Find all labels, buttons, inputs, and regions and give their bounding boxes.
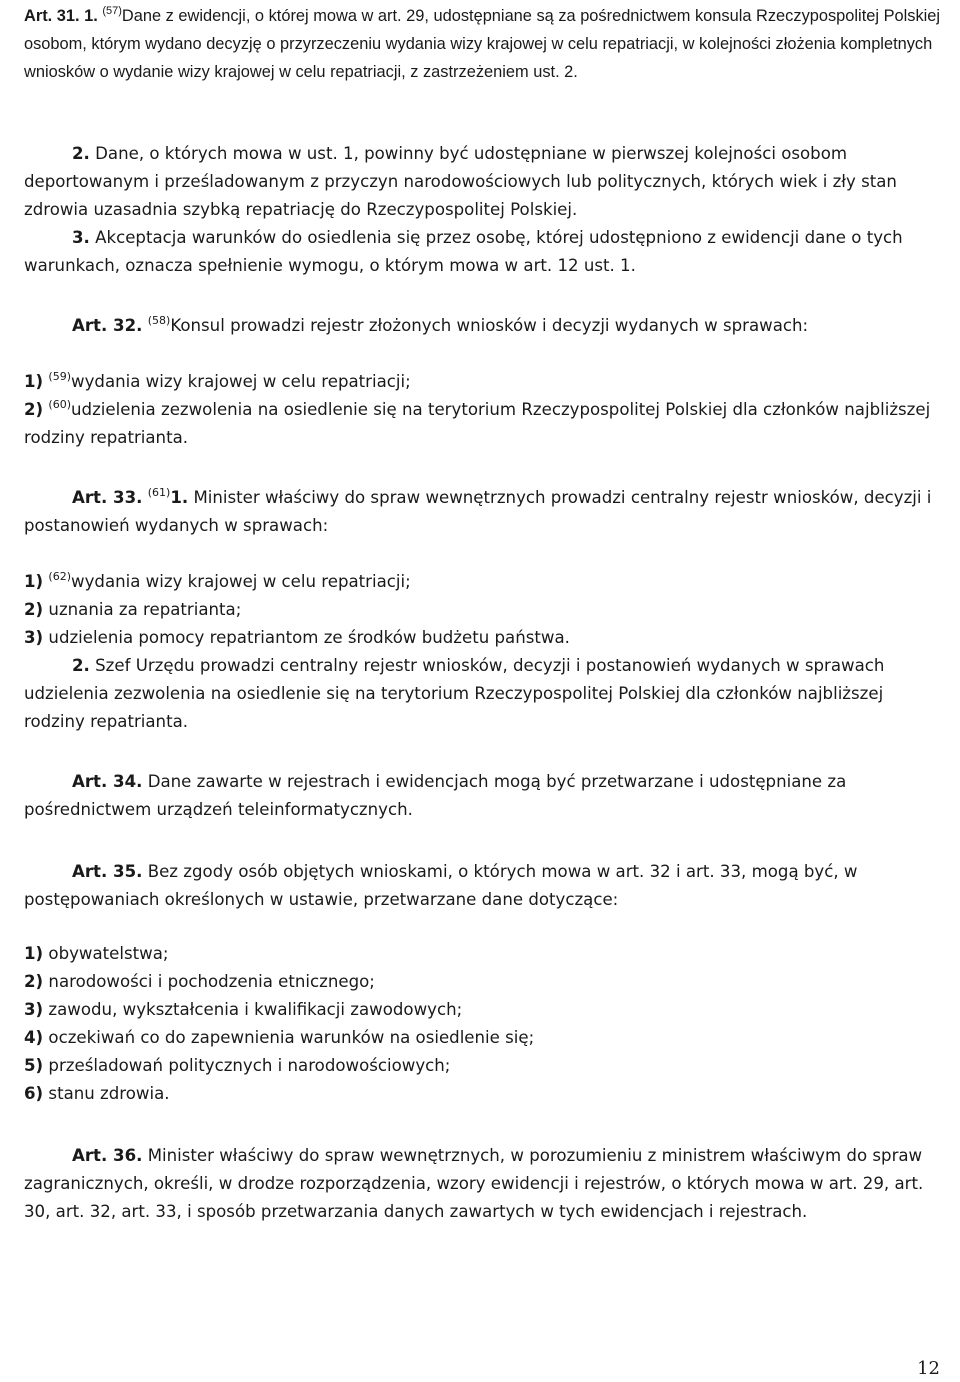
- art31-para3: [24, 224, 942, 280]
- item-text: narodowości i pochodzenia etnicznego;: [48, 972, 375, 991]
- art33-p2-text: Szef Urzędu prowadzi centralny rejestr wniosków, decyzji i postanowień wydanych w sprawach udzielenia zezwolenia na osiedlenie się na terytorium Rzeczypospolitej Polskiej dla członków najbliższej rodziny repatrianta.: [24, 656, 885, 731]
- item-footnote: (59): [48, 370, 72, 383]
- item-footnote: (62): [48, 570, 72, 583]
- art35-item-1: [24, 940, 942, 968]
- art33-para2: [24, 652, 942, 736]
- art33-item-2: [24, 596, 942, 624]
- art31-footnote: (57): [102, 5, 122, 17]
- art33-p1-text: Minister właściwy do spraw wewnętrznych prowadzi centralny rejestr wniosków, decyzji i postanowień wydanych w sprawach:: [24, 488, 932, 535]
- item-text: wydania wizy krajowej w celu repatriacji;: [71, 372, 411, 391]
- item-text: wydania wizy krajowej w celu repatriacji;: [71, 572, 411, 591]
- item-number: 1): [24, 572, 44, 591]
- art33-p1-label: 1.: [170, 488, 189, 507]
- art34-para: [24, 768, 942, 824]
- art31-para1: [24, 2, 942, 86]
- art32-para: [24, 312, 942, 340]
- art35-para: [24, 858, 942, 914]
- item-number: 2): [24, 400, 44, 419]
- art36-label: Art. 36.: [72, 1146, 143, 1165]
- art35-text: Bez zgody osób objętych wnioskami, o których mowa w art. 32 i art. 33, mogą być, w postępowaniach określonych w ustawie, przetwarzane dane dotyczące:: [24, 862, 858, 909]
- art33-footnote: (61): [147, 486, 171, 499]
- art35-item-3: [24, 996, 942, 1024]
- art35-item-4: [24, 1024, 942, 1052]
- item-text: oczekiwań co do zapewnienia warunków na osiedlenie się;: [48, 1028, 535, 1047]
- art33-item-1: [24, 568, 942, 596]
- art32-footnote: (58): [147, 314, 171, 327]
- item-number: 1): [24, 372, 44, 391]
- art31-p2-text: Dane, o których mowa w ust. 1, powinny być udostępniane w pierwszej kolejności osobom deportowanym i prześladowanym z przyczyn narodowościowych lub politycznych, których wiek i zły stan zdrowia uzasadnia szybką repatriację do Rzeczypospolitej Polskiej.: [24, 144, 897, 219]
- art31-p3-label: 3.: [72, 228, 90, 247]
- art35-item-5: [24, 1052, 942, 1080]
- art35-label: Art. 35.: [72, 862, 143, 881]
- item-number: 3): [24, 628, 44, 647]
- art31-text: Dane z ewidencji, o której mowa w art. 29, udostępniane są za pośrednictwem konsula Rzeczypospolitej Polskiej osobom, którym wydano decyzję o przyrzeczeniu wydania wizy krajowej w celu repatriacji, w kolejności złożenia kompletnych wniosków o wydanie wizy krajowej w celu repatriacji, z zastrzeżeniem ust. 2.: [24, 7, 941, 81]
- art32-text: Konsul prowadzi rejestr złożonych wniosków i decyzji wydanych w sprawach:: [170, 316, 809, 335]
- item-text: prześladowań politycznych i narodowościowych;: [48, 1056, 451, 1075]
- art33-p2-label: 2.: [72, 656, 90, 675]
- item-number: 6): [24, 1084, 44, 1103]
- art31-p2-label: 2.: [72, 144, 90, 163]
- art34-label: Art. 34.: [72, 772, 143, 791]
- item-text: stanu zdrowia.: [48, 1084, 170, 1103]
- item-number: 4): [24, 1028, 44, 1047]
- item-text: obywatelstwa;: [48, 944, 169, 963]
- item-text: zawodu, wykształcenia i kwalifikacji zawodowych;: [48, 1000, 463, 1019]
- item-footnote: (60): [48, 398, 72, 411]
- art35-item-2: [24, 968, 942, 996]
- art32-label: Art. 32.: [72, 316, 143, 335]
- item-number: 2): [24, 600, 44, 619]
- item-number: 5): [24, 1056, 44, 1075]
- art32-item-1: [24, 368, 942, 396]
- item-number: 3): [24, 1000, 44, 1019]
- item-text: udzielenia pomocy repatriantom ze środków budżetu państwa.: [48, 628, 570, 647]
- art36-text: Minister właściwy do spraw wewnętrznych, w porozumieniu z ministrem właściwym do spraw zagranicznych, określi, w drodze rozporządzenia, wzory ewidencji i rejestrów, o których mowa w art. 29, art. 30, art. 32, art. 33, i sposób przetwarzania danych zawartych w tych ewidencjach i rejestrach.: [24, 1146, 924, 1221]
- art33-para1: [24, 484, 942, 540]
- page-number: 12: [917, 1358, 940, 1379]
- art31-para2: [24, 140, 942, 224]
- art34-text: Dane zawarte w rejestrach i ewidencjach mogą być przetwarzane i udostępniane za pośrednictwem urządzeń teleinformatycznych.: [24, 772, 847, 819]
- item-text: uznania za repatrianta;: [48, 600, 242, 619]
- item-text: udzielenia zezwolenia na osiedlenie się na terytorium Rzeczypospolitej Polskiej dla członków najbliższej rodziny repatrianta.: [24, 400, 931, 447]
- art36-para: [24, 1142, 942, 1226]
- art33-item-3: [24, 624, 942, 652]
- art32-item-2: [24, 396, 942, 452]
- item-number: 1): [24, 944, 44, 963]
- art31-p3-text: Akceptacja warunków do osiedlenia się przez osobę, której udostępniono z ewidencji dane o tych warunkach, oznacza spełnienie wymogu, o którym mowa w art. 12 ust. 1.: [24, 228, 903, 275]
- art35-item-6: [24, 1080, 942, 1108]
- art31-label: Art. 31. 1.: [24, 7, 98, 25]
- item-number: 2): [24, 972, 44, 991]
- art33-label: Art. 33.: [72, 488, 143, 507]
